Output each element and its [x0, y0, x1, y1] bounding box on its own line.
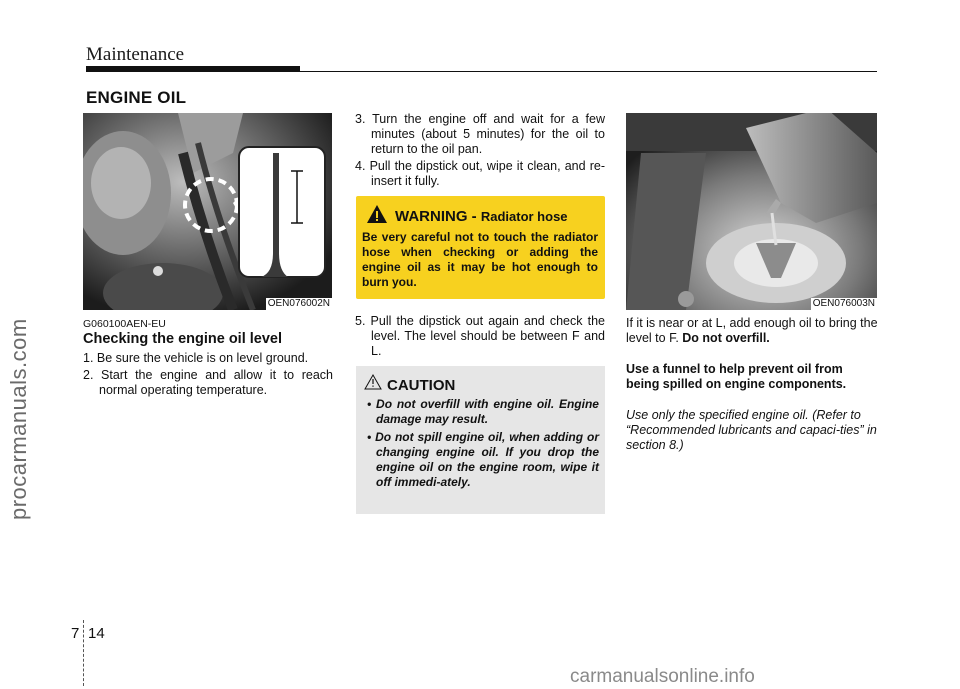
- document-code: G060100AEN-EU: [83, 318, 166, 330]
- bottom-watermark: carmanualsonline.info: [570, 666, 755, 687]
- dipstick-illustration: [83, 113, 332, 310]
- steps-list-3: [355, 314, 605, 361]
- caution-item-text: Do not overfill with engine oil. Engine damage may result.: [376, 397, 599, 426]
- warning-label: WARNING -: [395, 208, 477, 225]
- warning-title: [395, 208, 568, 225]
- warning-subject: Radiator hose: [480, 209, 568, 224]
- oil-add-text: If it is near or at L, add enough oil to bring the level to F.: [626, 316, 878, 345]
- list-item: 5. Pull the dipstick out again and check the level. The level should be between F and L.: [355, 314, 605, 358]
- steps-list-2: [355, 112, 605, 191]
- figure-caption: OEN076002N: [267, 298, 330, 309]
- specified-oil-paragraph: Use only the specified engine oil. (Refer to “Recommended lubricants and capaci-ties” in section 8.): [626, 408, 877, 452]
- list-item: • Do not spill engine oil, when adding or changing engine oil. If you drop the engine oil on the engine room, wipe it off immedi-ately.: [367, 430, 599, 489]
- steps-list-1: [83, 351, 333, 400]
- page-header-title: Maintenance: [86, 44, 185, 65]
- oil-add-paragraph: [626, 316, 878, 346]
- caution-triangle-icon: [364, 374, 382, 390]
- list-item: • Do not overfill with engine oil. Engine damage may result.: [367, 397, 599, 426]
- list-item: 4. Pull the dipstick out, wipe it clean, and re-insert it fully.: [355, 159, 605, 188]
- page-number: 14: [88, 625, 105, 642]
- side-watermark: procarmanuals.com: [6, 318, 31, 520]
- caution-item-text: Do not spill engine oil, when adding or changing engine oil. If you drop the engine oil on the engine room, wipe it off immedi-ately.: [375, 430, 599, 489]
- section-title: ENGINE OIL: [86, 88, 187, 107]
- chapter-number: 7: [71, 625, 80, 642]
- list-item: 1. Be sure the vehicle is on level ground.: [83, 351, 309, 365]
- figure-caption: OEN076003N: [812, 298, 875, 309]
- caution-title: CAUTION: [387, 377, 456, 394]
- list-item: 3. Turn the engine off and wait for a few minutes (about 5 minutes) for the oil to return to the oil pan.: [355, 112, 605, 156]
- footer-divider: [83, 620, 84, 686]
- dipstick-photo: [83, 113, 332, 310]
- warning-text: Be very careful not to touch the radiator hose when checking or adding the engine oil as it may be hot enough to burn you.: [362, 230, 598, 289]
- oil-pouring-photo: [626, 113, 877, 310]
- list-item: 2. Start the engine and allow it to reach normal operating temperature.: [83, 368, 333, 397]
- procedure-heading: Checking the engine oil level: [83, 331, 283, 347]
- caution-list: [363, 397, 599, 493]
- funnel-paragraph: Use a funnel to help prevent oil from being spilled on engine components.: [626, 362, 847, 391]
- oil-add-warning: Do not overfill.: [682, 331, 770, 345]
- header-rule-thin: [300, 71, 877, 72]
- warning-triangle-icon: [366, 204, 388, 224]
- oil-pouring-illustration: [626, 113, 877, 310]
- header-rule: [86, 66, 300, 72]
